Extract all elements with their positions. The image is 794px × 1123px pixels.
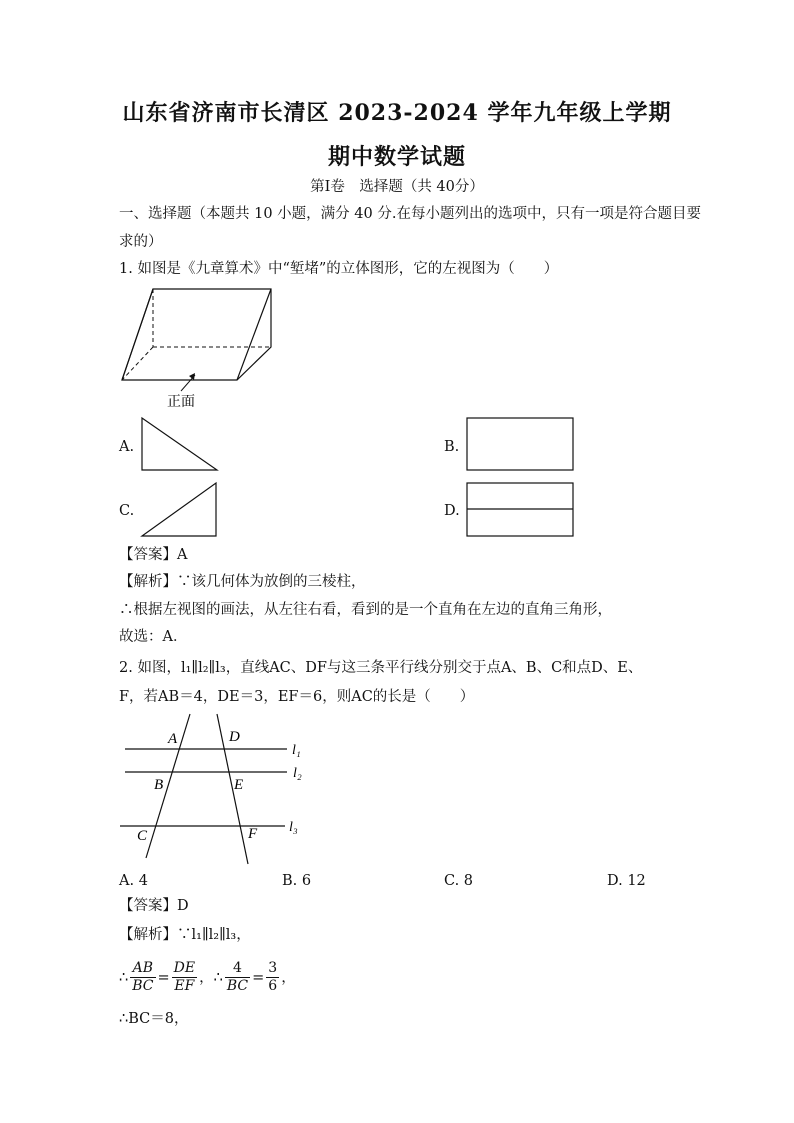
q1-option-c-label[interactable]: C.: [119, 503, 135, 519]
q2-option-a[interactable]: A. 4: [119, 873, 148, 889]
q1-analysis-1: 【解析】∵该几何体为放倒的三棱柱，: [119, 574, 366, 590]
q2-stem-1: 2. 如图，l₁∥l₂∥l₃，直线AC、DF与这三条平行线分别交于点A、B、C和点D、E、: [119, 660, 643, 676]
q2-label-f: F: [248, 826, 258, 842]
therefore-symbol: ∴: [213, 969, 223, 986]
therefore-symbol: ∴: [119, 969, 129, 986]
q1-analysis-2: ∴根据左视图的画法，从左往右看，看到的是一个直角在左边的直角三角形，: [119, 602, 612, 618]
fraction-numerator: DE: [173, 960, 196, 976]
q2-answer: 【答案】D: [119, 898, 189, 914]
fraction-ab-bc: [130, 960, 155, 995]
fraction-4-bc: [225, 960, 250, 995]
q2-label-b: B: [154, 777, 164, 793]
page-title: 山东省济南市长清区 2023-2024 学年九年级上学期: [122, 100, 672, 126]
section-intro-2: 求的）: [119, 234, 163, 250]
q2-parallel-lines-figure: [115, 712, 315, 867]
q2-analysis-3: ∴BC＝8，: [119, 1011, 189, 1027]
q2-option-b[interactable]: B. 6: [282, 873, 312, 889]
q2-label-l1: l₁: [292, 743, 301, 758]
equals-sign: =: [252, 969, 265, 986]
fraction-denominator: BC: [226, 978, 249, 994]
q1-option-c-figure[interactable]: [140, 481, 220, 539]
comma: ，: [199, 969, 214, 986]
q1-front-label: 正面: [167, 395, 195, 410]
section-header: 第Ⅰ卷 选择题（共 40分）: [310, 179, 484, 195]
fraction-numerator: AB: [130, 960, 155, 978]
q2-label-a: A: [168, 731, 178, 747]
q1-option-a-label[interactable]: A.: [119, 439, 135, 455]
q2-label-d: D: [229, 729, 240, 745]
q2-label-e: E: [234, 777, 244, 793]
fraction-numerator: 4: [225, 960, 250, 978]
q2-analysis-2: [119, 960, 296, 995]
q1-analysis-3: 故选：A．: [119, 629, 188, 645]
equals-sign: =: [157, 969, 170, 986]
fraction-denominator: BC: [132, 978, 154, 994]
q2-analysis-1: 【解析】∵l₁∥l₂∥l₃，: [119, 927, 251, 943]
q2-stem-2: F，若AB＝4，DE＝3，EF＝6，则AC的长是（ ）: [119, 689, 475, 705]
q1-option-b-label[interactable]: B.: [444, 439, 460, 455]
q1-stem: 1. 如图是《九章算术》中“堑堵”的立体图形，它的左视图为（ ）: [119, 261, 559, 277]
fraction-denominator: EF: [174, 978, 195, 994]
q2-label-l3: l₃: [289, 820, 298, 835]
fraction-numerator: 3: [268, 960, 278, 976]
q2-option-d[interactable]: D. 12: [607, 873, 646, 889]
page-subtitle: 期中数学试题: [327, 144, 466, 170]
q2-option-c[interactable]: C. 8: [444, 873, 474, 889]
q1-option-b-figure[interactable]: [465, 416, 575, 472]
comma: ，: [281, 969, 296, 986]
q1-answer: 【答案】A: [119, 547, 188, 563]
q1-prism-figure: [115, 283, 285, 413]
section-intro-1: 一、选择题（本题共 10 小题，满分 40 分.在每小题列出的选项中，只有一项是符合题目要: [119, 206, 701, 222]
q1-option-a-figure[interactable]: [140, 416, 220, 472]
q2-label-c: C: [137, 828, 148, 844]
q1-option-d-figure[interactable]: [465, 481, 575, 539]
q2-label-l2: l₂: [293, 766, 302, 781]
q1-option-d-label[interactable]: D.: [444, 503, 460, 519]
fraction-denominator: 6: [268, 978, 278, 994]
fraction-3-6: [266, 960, 279, 995]
fraction-de-ef: [172, 960, 197, 995]
